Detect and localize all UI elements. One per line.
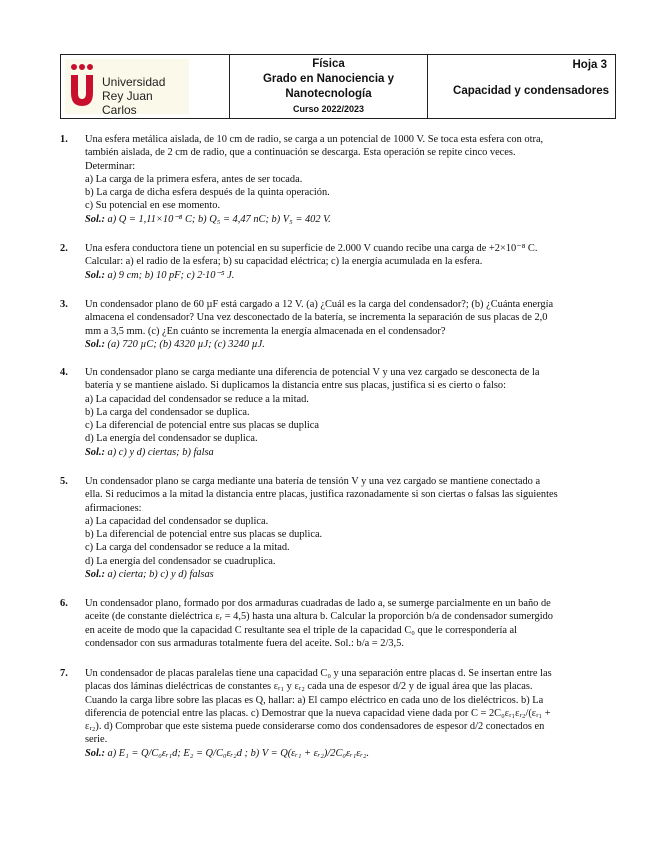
- problem-text: [85, 133, 616, 226]
- problem-line: también aislada, de 2 cm de radio, que a continuación se descarga. Esta operación se repite cinco veces.: [85, 147, 516, 159]
- problem-line: placas dos láminas dieléctricas de constantes εᵣ₁ y εᵣ₂ cada una de espesor d/2 y de igual área que las placas.: [85, 681, 533, 693]
- problem-line: d) La energía del condensador se cuadruplica.: [85, 555, 276, 567]
- problem-line: en aceite de modo que la capacidad C resultante sea el triple de la capacidad C₀ que le correspondería al: [85, 624, 518, 636]
- problem-text: [85, 667, 616, 760]
- problem-3: [60, 298, 616, 351]
- problem-number: 3.: [60, 299, 68, 310]
- solution-label: Sol.:: [85, 446, 105, 458]
- header-table: [60, 54, 616, 119]
- solution-text: a) cierta; b) c) y d) falsas: [104, 569, 214, 581]
- solution-text: a) E₁ = Q/C₀εᵣ₁d; E₂ = Q/C₀εᵣ₂d ; b) V = Q(εᵣ₁ + εᵣ₂)/2C₀εᵣ₁εᵣ₂.: [104, 747, 370, 759]
- problem-number: 5.: [60, 476, 68, 487]
- solution-text: a) 9 cm; b) 10 pF; c) 2·10⁻⁵ J.: [104, 269, 235, 281]
- problem-line: Un condensador plano se carga mediante una batería de tensión V y una vez cargado se mantiene conectado a: [85, 476, 541, 487]
- problem-line: a) La capacidad del condensador se reduce a la mitad.: [85, 393, 309, 405]
- problem-6: [60, 597, 616, 650]
- solution-label: Sol.:: [85, 747, 105, 759]
- problem-line: Un condensador plano, formado por dos armaduras cuadradas de lado a, se sumerge parcialmente en un baño de: [85, 598, 551, 609]
- solution-text: (a) 720 µC; (b) 4320 µJ; (c) 3240 µJ.: [104, 338, 265, 350]
- problem-line: afirmaciones:: [85, 502, 142, 514]
- course-cell: [229, 55, 427, 118]
- problem-line: Un condensador de placas paralelas tiene una capacidad C₀ y una separación entre placas d. Se insertan entre las: [85, 668, 552, 679]
- problem-4: [60, 366, 616, 459]
- problem-line: a) La capacidad del condensador se duplica.: [85, 515, 269, 527]
- problem-line: Calcular: a) el radio de la esfera; b) su capacidad eléctrica; c) la energía acumulada en la esfera.: [85, 256, 483, 268]
- problem-line: a) La carga de la primera esfera, antes de ser tocada.: [85, 173, 303, 185]
- problem-line: b) La diferencial de potencial entre sus placas se duplica.: [85, 529, 323, 541]
- solution-text: a) Q = 1,11×10⁻⁸ C; b) Q₅ = 4,47 nC; b) V₅ = 402 V.: [104, 213, 331, 225]
- problem-line: b) La carga del condensador se duplica.: [85, 406, 250, 418]
- problem-line: Un condensador plano se carga mediante una diferencia de potencial V y una vez cargado se desconecta de la: [85, 367, 540, 378]
- solution-line: [85, 269, 616, 282]
- sheet-topic: Capacidad y condensadores: [453, 85, 609, 97]
- problem-line: almacena el condensador? Una vez desconectado de la batería, se incrementa la separación de sus placas de 2,0: [85, 312, 548, 324]
- problem-5: [60, 475, 616, 581]
- problem-number: 1.: [60, 134, 68, 145]
- degree-line1: Grado en Nanociencia y: [262, 73, 394, 85]
- problem-line: serie.: [85, 734, 108, 746]
- university-name: [102, 75, 189, 117]
- sheet-cell: [427, 55, 615, 118]
- problem-line: c) La diferencial de potencial entre sus placas se duplica: [85, 420, 319, 432]
- solution-label: Sol.:: [85, 569, 105, 581]
- problem-line: ella. Si reducimos a la mitad la distancia entre placas, justifica razonadamente si son ciertas o falsas las siguientes: [85, 489, 558, 501]
- problem-line: mm a 3,5 mm. (c) ¿En cuánto se incrementa la energía almacenada en el condensador?: [85, 325, 446, 337]
- problem-text: [85, 475, 616, 581]
- solution-line: [85, 338, 616, 351]
- problem-1: [60, 133, 616, 226]
- logo-cell: [61, 55, 229, 118]
- university-name-line1: Universidad: [102, 75, 166, 89]
- urjc-u-icon: [69, 63, 95, 107]
- solution-line: [85, 747, 616, 760]
- problem-line: aceite (de constante dieléctrica εᵣ = 4,5) hasta una altura b. Calcular la proporción b/a de condensador sumergido: [85, 611, 553, 623]
- solution-label: Sol.:: [85, 338, 105, 350]
- university-logo: [65, 59, 189, 117]
- solution-label: Sol.:: [85, 269, 105, 281]
- solution-line: [85, 568, 616, 581]
- problem-text: [85, 242, 616, 282]
- solution-line: [85, 446, 616, 459]
- problem-text: [85, 298, 616, 351]
- problem-text: [85, 597, 616, 650]
- problem-line: b) La carga de dicha esfera después de la quinta operación.: [85, 187, 330, 199]
- problem-line: Una esfera metálica aislada, de 10 cm de radio, se carga a un potencial de 1000 V. Se toca esta esfera con otra,: [85, 134, 544, 145]
- sheet-number: Hoja 3: [572, 59, 607, 71]
- subject-title: Física: [312, 58, 345, 70]
- problem-number: 6.: [60, 598, 68, 609]
- problem-line: condensador con sus armaduras totalmente fuera del aceite. Sol.: b/a = 2/3,5.: [85, 637, 404, 649]
- solution-text: a) c) y d) ciertas; b) falsa: [104, 446, 214, 458]
- problem-line: Cuando la carga libre sobre las placas es Q, hallar: a) El campo eléctrico en cada uno de los dieléctricos. b) La: [85, 694, 544, 706]
- degree-line2: Nanotecnología: [285, 88, 372, 100]
- problem-line: c) La carga del condensador se reduce a la mitad.: [85, 542, 290, 554]
- course-year: Curso 2022/2023: [292, 104, 365, 114]
- problem-line: Determinar:: [85, 160, 136, 172]
- problem-number: 7.: [60, 668, 68, 679]
- problem-2: [60, 242, 616, 282]
- solution-line: [85, 213, 616, 226]
- problem-7: [60, 667, 616, 760]
- problem-number: 2.: [60, 243, 68, 254]
- university-name-line2: Rey Juan Carlos: [102, 89, 153, 117]
- problem-line: batería y se mantiene aislado. Si duplicamos la distancia entre sus placas, justifica si es cierto o falso:: [85, 380, 506, 392]
- problem-line: Un condensador plano de 60 µF está cargado a 12 V. (a) ¿Cuál es la carga del condensador?; (b) ¿Cuánta energía: [85, 299, 554, 310]
- problem-line: εᵣ₂). d) Comprobar que este sistema puede considerarse como dos condensadores de espesor d/2 conectados en: [85, 721, 545, 733]
- problem-number: 4.: [60, 367, 68, 378]
- problem-line: d) La energía del condensador se duplica.: [85, 433, 258, 445]
- problem-line: Una esfera conductora tiene un potencial en su superficie de 2.000 V cuando recibe una carga de +2×10⁻⁸ C.: [85, 243, 538, 254]
- problem-line: c) Su potencial en ese momento.: [85, 200, 221, 212]
- problem-line: diferencia de potencial entre las placas. c) Demostrar que la nueva capacidad viene dada por C = 2C₀εᵣ₁εᵣ₂/(εᵣ₁ +: [85, 707, 551, 719]
- problem-text: [85, 366, 616, 459]
- solution-label: Sol.:: [85, 213, 105, 225]
